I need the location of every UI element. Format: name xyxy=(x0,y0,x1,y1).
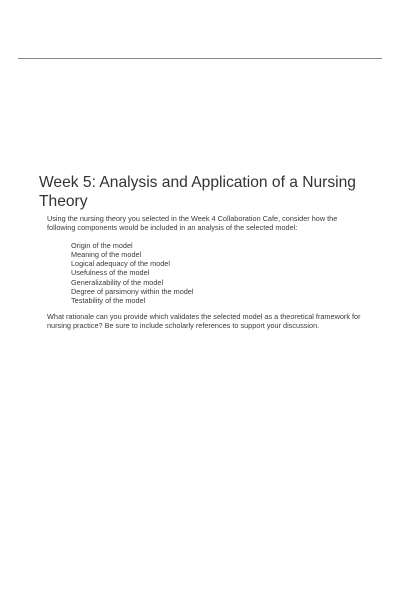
list-item: Meaning of the model xyxy=(71,249,142,259)
list-item: Usefulness of the model xyxy=(71,268,150,278)
components-list xyxy=(71,241,365,306)
list-item: Logical adequacy of the model xyxy=(71,259,170,269)
list-item: Generalizability of the model xyxy=(71,277,164,287)
page-title: Week 5: Analysis and Application of a Nursing Theory xyxy=(39,174,356,210)
list-item: Origin of the model xyxy=(71,240,133,250)
closing-paragraph: What rationale can you provide which validates the selected model as a theoretical framework for nursing practice? Be sure to include scholarly references to support your discussion. xyxy=(47,311,361,330)
header-divider xyxy=(18,58,382,59)
list-item: Degree of parsimony within the model xyxy=(71,287,194,297)
assignment-body xyxy=(47,214,365,330)
intro-paragraph: Using the nursing theory you selected in the Week 4 Collaboration Cafe, consider how the following components would be included in an analysis of the selected model: xyxy=(47,214,338,233)
list-item: Testability of the model xyxy=(71,296,146,306)
